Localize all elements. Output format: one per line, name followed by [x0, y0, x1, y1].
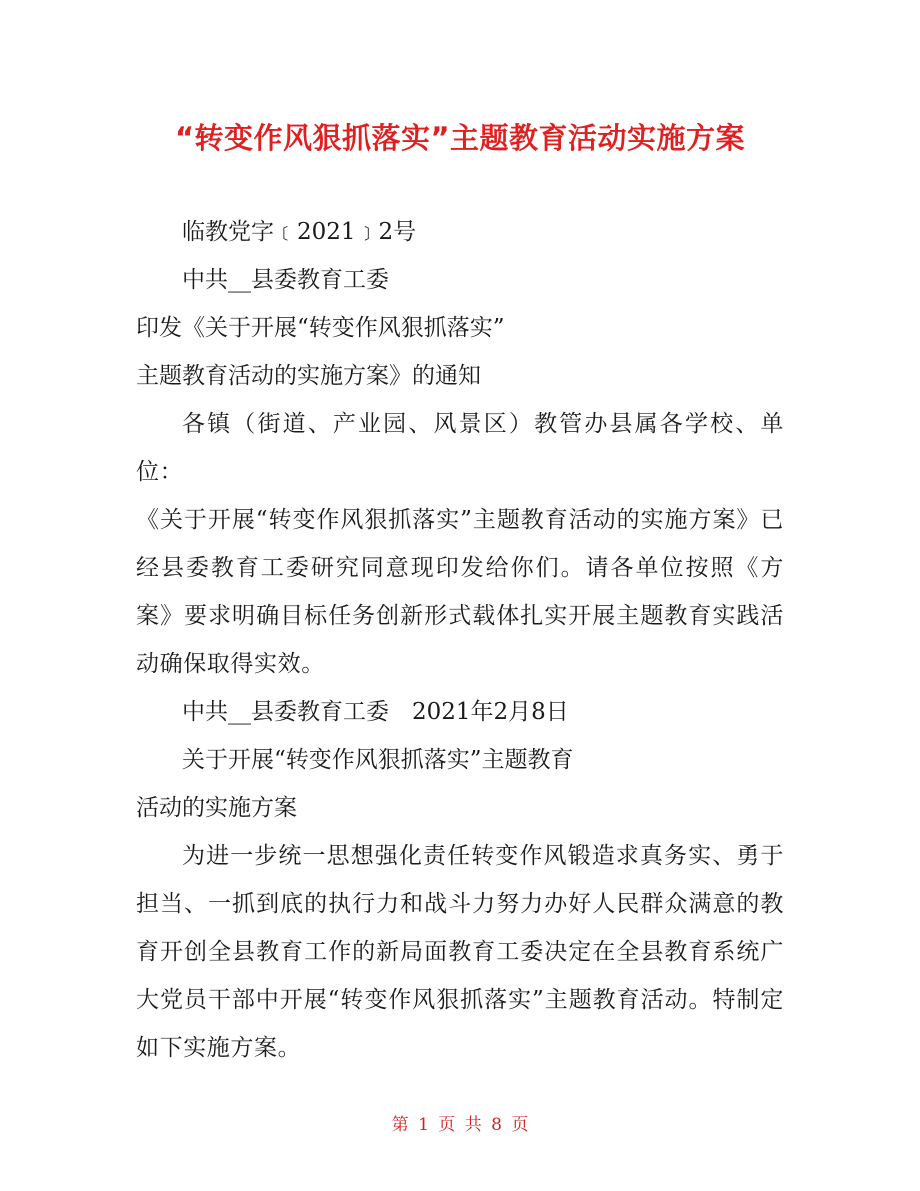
issuer-line: 中共__县委教育工委	[182, 267, 389, 293]
document-body	[136, 208, 784, 1072]
doc-number: 临教党字﹝2021﹞2号	[182, 219, 417, 245]
recipients-line: 各镇（街道、产业园、风景区）教管办县属各学校、单位：	[136, 411, 784, 485]
page-number-footer: 第 1 页 共 8 页	[391, 1115, 529, 1135]
document-title: “转变作风狠抓落实”主题教育活动实施方案	[174, 121, 746, 155]
notice-title-line-2: 主题教育活动的实施方案》的通知	[136, 363, 481, 389]
plan-title-line-2: 活动的实施方案	[136, 795, 297, 821]
plan-title-line-1: 关于开展“转变作风狠抓落实”主题教育	[182, 747, 574, 773]
notice-title-line-1: 印发《关于开展“转变作风狠抓落实”	[136, 315, 505, 341]
plan-intro-paragraph: 为进一步统一思想强化责任转变作风锻造求真务实、勇于担当、一抓到底的执行力和战斗力努力办好人民群众满意的教育开创全县教育工作的新局面教育工委决定在全县教育系统广大党员干部中开展“转变作风狠抓落实”主题教育活动。特制定如下实施方案。	[136, 843, 784, 1061]
notice-body-paragraph: 《关于开展“转变作风狠抓落实”主题教育活动的实施方案》已经县委教育工委研究同意现印发给你们。请各单位按照《方案》要求明确目标任务创新形式载体扎实开展主题教育实践活动确保取得实效。	[136, 507, 784, 677]
signature-date-line: 中共__县委教育工委 2021年2月8日	[182, 699, 569, 725]
